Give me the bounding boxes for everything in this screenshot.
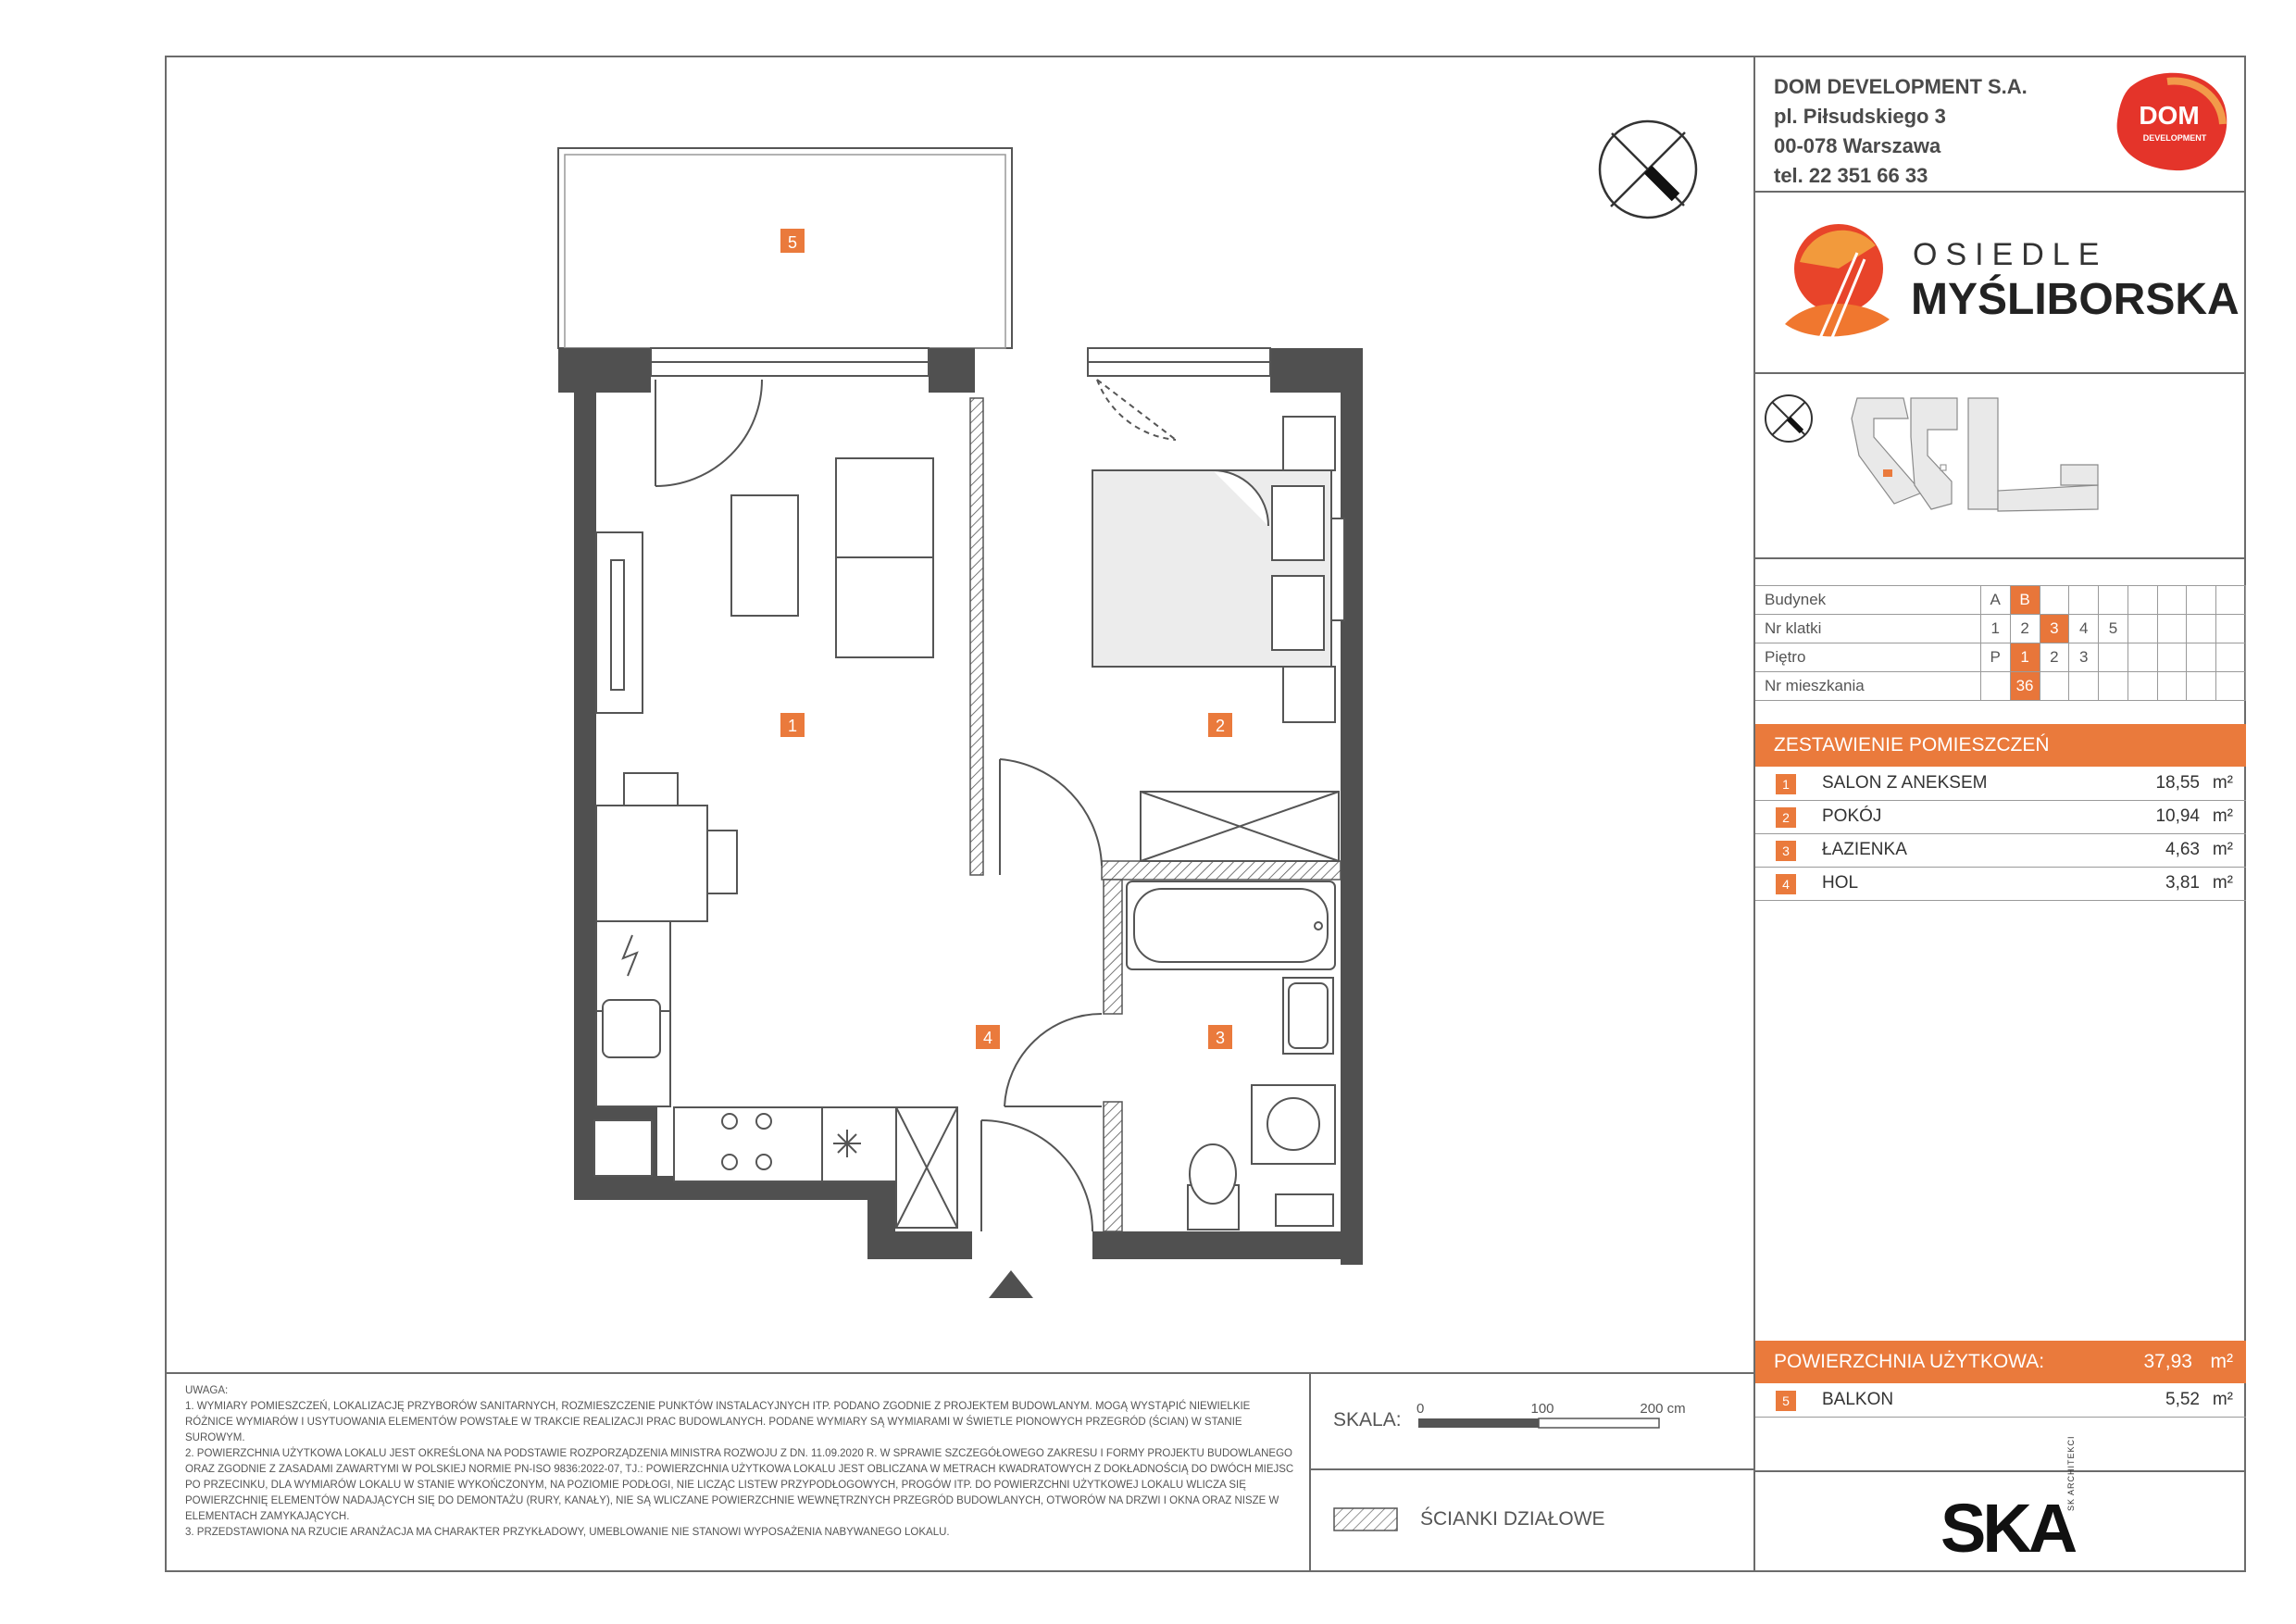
room-row	[1755, 867, 2246, 901]
company-name: DOM DEVELOPMENT S.A.	[1774, 75, 2028, 98]
location-cell: 5	[2099, 615, 2128, 643]
balcony-area: 5,52	[2165, 1390, 2200, 1409]
location-cell	[2040, 672, 2069, 701]
location-cell	[2157, 643, 2187, 672]
location-cell	[2187, 643, 2216, 672]
info-panel	[1755, 56, 2246, 1572]
divider	[1755, 372, 2246, 374]
notes-title: UWAGA:	[185, 1385, 229, 1396]
location-cell	[2099, 643, 2128, 672]
location-cell: 3	[2040, 615, 2069, 643]
bathroom-furniture	[1127, 881, 1335, 1230]
usable-area-value: 37,93	[2143, 1351, 2192, 1372]
room-unit: m²	[2212, 773, 2233, 793]
balcony-row	[1755, 1383, 2246, 1418]
location-label: Budynek	[1755, 586, 1980, 615]
partition-legend-swatch	[1333, 1507, 1398, 1531]
location-cell	[2128, 615, 2157, 643]
note-3: 3. PRZEDSTAWIONA NA RZUCIE ARANŻACJA MA CHARAKTER PRZYKŁADOWY, UMEBLOWANIE NIE STANOWI WYPOSAŻENIA NABYWANEGO LOKALU.	[185, 1527, 950, 1538]
location-cell	[2128, 672, 2157, 701]
room-unit: m²	[2212, 840, 2233, 859]
location-cell	[2157, 615, 2187, 643]
notes	[185, 1383, 1296, 1541]
room-label-5: 5	[787, 233, 798, 252]
room-unit: m²	[2212, 873, 2233, 893]
scale-label: SKALA:	[1333, 1409, 1402, 1430]
location-cell	[1980, 672, 2010, 701]
svg-text:100: 100	[1530, 1401, 1554, 1417]
location-table	[1755, 585, 2246, 701]
location-cell	[2216, 615, 2246, 643]
notes-divider	[1309, 1372, 1311, 1572]
usable-area-label: POWIERZCHNIA UŻYTKOWA:	[1774, 1351, 2045, 1372]
room-label-2: 2	[1215, 717, 1226, 735]
room-name: POKÓJ	[1822, 806, 1882, 826]
location-cell: 2	[2040, 643, 2069, 672]
osiedle-logo-icon	[1783, 218, 1894, 347]
balcony-unit: m²	[2212, 1390, 2233, 1409]
company-street: pl. Piłsudskiego 3	[1774, 105, 1946, 128]
rooms-header: ZESTAWIENIE POMIESZCZEŃ	[1755, 724, 2246, 767]
room-num: 1	[1776, 774, 1796, 794]
room-name: SALON Z ANEKSEM	[1822, 773, 1988, 793]
compass-icon	[1600, 121, 1696, 218]
location-cell: 36	[2010, 672, 2040, 701]
location-label: Nr klatki	[1755, 615, 1980, 643]
room-row	[1755, 833, 2246, 868]
usable-area-unit: m²	[2210, 1351, 2233, 1372]
location-cell: 2	[2010, 615, 2040, 643]
location-cell	[2216, 586, 2246, 615]
svg-text:200 cm: 200 cm	[1640, 1401, 1686, 1417]
location-cell	[2128, 586, 2157, 615]
dom-development-logo	[2112, 69, 2232, 178]
location-label: Piętro	[1755, 643, 1980, 672]
project-name-line2: MYŚLIBORSKA	[1911, 275, 2240, 324]
location-cell	[2187, 586, 2216, 615]
room-name: HOL	[1822, 873, 1859, 893]
room-num: 4	[1776, 874, 1796, 894]
scale-bar	[1416, 1400, 1722, 1446]
legend-divider	[1309, 1468, 1755, 1470]
ska-logo-sub: SK ARCHITEKCI	[2066, 1435, 2076, 1511]
room-area: 4,63	[2165, 840, 2200, 859]
location-cell: 1	[2010, 643, 2040, 672]
room-label-1: 1	[787, 717, 798, 735]
location-cell	[2187, 615, 2216, 643]
room-unit: m²	[2212, 806, 2233, 826]
location-cell: 3	[2069, 643, 2099, 672]
entrance-arrow-icon	[989, 1270, 1033, 1298]
location-cell	[2040, 586, 2069, 615]
usable-area-bar	[1755, 1341, 2246, 1383]
legend-label: ŚCIANKI DZIAŁOWE	[1420, 1508, 1605, 1530]
svg-text:DEVELOPMENT: DEVELOPMENT	[2142, 133, 2207, 143]
room-num: 3	[1776, 841, 1796, 861]
location-cell: P	[1980, 643, 2010, 672]
location-label: Nr mieszkania	[1755, 672, 1980, 701]
company-address	[1774, 72, 2028, 191]
room-label-4: 4	[982, 1029, 993, 1047]
company-city: 00-078 Warszawa	[1774, 134, 1941, 157]
note-2: 2. POWIERZCHNIA UŻYTKOWA LOKALU JEST OKREŚLONA NA PODSTAWIE ROZPORZĄDZENIA MINISTRA ROZWOJU Z DN. 11.09.2020 R. W SPRAWIE SZCZEGÓŁOWEGO ZAKRESU I FORMY PROJEKTU BUDOWLANEGO ORAZ ZGODNIE Z ZASADAMI ZAWARTYMI W POLSKIEJ NORMIE PN-ISO 9836:2022-07, TJ.: POWIERZCHNIA UŻYTKOWA LOKALU JEST OBLICZANA W METRACH KWADRATOWYCH Z DOKŁADNOŚCIĄ DO DWÓCH MIEJSC PO PRZECINKU, DLA WYMIARÓW LOKALU W STANIE WYKOŃCZONYM, NA POZIOMIE PODŁOGI, NIE LICZĄC LISTEW PRZYPODŁOGOWYCH, PROGÓW ITP. DO POWIERZCHNI UŻYTKOWEJ LOKALU WLICZA SIĘ POWIERZCHNIĘ ELEMENTÓW NADAJĄCYCH SIĘ DO DEMONTAŻU (RURY, KANAŁY), NIE SĄ WLICZANE POWIERZCHNIE WEWNĘTRZNYCH PRZEGRÓD BUDOWLANYCH, OTWORÓW NA DRZWI I OKNA ORAZ NISZE W ELEMENTACH ZAMYKAJĄCYCH.	[185, 1448, 1294, 1522]
location-cell: 4	[2069, 615, 2099, 643]
compass-small-icon	[1766, 395, 1812, 442]
divider	[1755, 1470, 2246, 1472]
ska-architects-logo: SKA	[1940, 1490, 2075, 1567]
divider	[1755, 557, 2246, 559]
balcony-num: 5	[1776, 1391, 1796, 1411]
location-cell: A	[1980, 586, 2010, 615]
balcony-name: BALKON	[1822, 1390, 1894, 1409]
location-cell: 1	[1980, 615, 2010, 643]
location-cell	[2216, 643, 2246, 672]
location-cell	[2187, 672, 2216, 701]
location-cell	[2069, 672, 2099, 701]
room-label-3: 3	[1215, 1029, 1226, 1047]
location-cell	[2069, 586, 2099, 615]
location-row	[1755, 643, 2246, 672]
company-phone: tel. 22 351 66 33	[1774, 164, 1928, 187]
location-cell	[2157, 672, 2187, 701]
divider	[1755, 191, 2246, 193]
note-1: 1. WYMIARY POMIESZCZEŃ, LOKALIZACJĘ PRZYBORÓW SANITARNYCH, ROZMIESZCZENIE PUNKTÓW INSTALACYJNYCH ITP. PODANO ZGODNIE Z PROJEKTEM BUDOWLANYM. MOGĄ WYSTĄPIĆ NIEWIELKIE RÓŻNICE WYMIARÓW I USYTUOWANIA ELEMENTÓW POWSTAŁE W TRAKCIE REALIZACJI PRAC BUDOWLANYCH. PODANE WYMIARY SĄ WYMIARAMI W ŚWIETLE PIONOWYCH PRZEGRÓD (ŚCIAN) W STANIE SUROWYM.	[185, 1401, 1251, 1443]
location-cell	[2099, 672, 2128, 701]
location-row	[1755, 586, 2246, 615]
site-key-plan	[1755, 381, 2246, 594]
location-cell: B	[2010, 586, 2040, 615]
location-row	[1755, 672, 2246, 701]
room-area: 10,94	[2155, 806, 2200, 826]
bedroom-furniture	[1092, 417, 1339, 861]
room-area: 18,55	[2155, 773, 2200, 793]
location-cell	[2128, 643, 2157, 672]
location-cell	[2157, 586, 2187, 615]
location-row	[1755, 615, 2246, 643]
room-row	[1755, 767, 2246, 801]
location-cell	[2216, 672, 2246, 701]
bottom-divider	[165, 1372, 1755, 1374]
room-num: 2	[1776, 807, 1796, 828]
location-cell	[2099, 586, 2128, 615]
svg-text:0: 0	[1416, 1401, 1425, 1417]
panel-divider	[1753, 56, 1755, 1572]
room-name: ŁAZIENKA	[1822, 840, 1907, 859]
project-name-line1: OSIEDLE	[1913, 237, 2108, 272]
room-row	[1755, 800, 2246, 834]
room-area: 3,81	[2165, 873, 2200, 893]
svg-text:DOM: DOM	[2139, 101, 2200, 130]
